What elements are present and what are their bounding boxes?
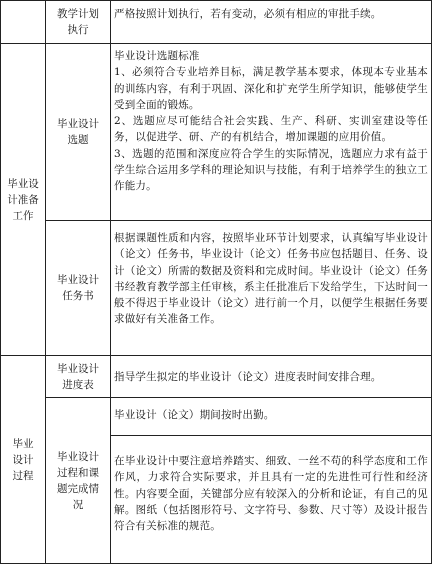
sub-label-text: 毕业设计 进度表 bbox=[57, 362, 99, 391]
content-attendance bbox=[114, 407, 428, 423]
column-divider-sub bbox=[110, 0, 111, 564]
paragraph: 严格按照计划执行，若有变动，必须有相应的审批手续。 bbox=[114, 8, 382, 20]
paragraph: 指导学生拟定的毕业设计（论文）进度表时间安排合理。 bbox=[114, 371, 382, 383]
section-label-preparation bbox=[1, 44, 45, 355]
content-topic-selection bbox=[114, 48, 428, 195]
paragraph: 毕业设计（论文）期间按时出勤。 bbox=[114, 409, 275, 421]
sub-label-text: 毕业设计 过程和课 题完成情 况 bbox=[57, 450, 99, 511]
sub-label-text: 教学计划 执行 bbox=[57, 8, 99, 36]
sub-label-plan-execution bbox=[46, 1, 110, 43]
content-process-requirements bbox=[114, 453, 428, 534]
paragraph: 在毕业设计中要注意培养踏实、细致、一丝不苟的科学态度和工作作风，力求符合实际要求，并且具有一定的先进性可行性和经济性。内容要全面，关键部分应有较深入的分析和论证，有自己的见解。图纸（包括图形符号、文字符号、参数、尺寸等）及设计报告符合有关标准的规范。 bbox=[114, 455, 428, 533]
section-label-text: 毕业 设计 过程 bbox=[12, 437, 34, 482]
section-label-process bbox=[1, 356, 45, 563]
paragraph-heading: 毕业设计选题标准 bbox=[114, 50, 200, 62]
content-schedule bbox=[114, 369, 428, 385]
content-plan-execution bbox=[114, 6, 428, 22]
sub-label-schedule bbox=[46, 356, 110, 397]
sub-label-text: 毕业设计 选题 bbox=[57, 118, 99, 146]
section-label-text: 毕业设 计准备 工作 bbox=[7, 177, 39, 222]
sub-label-process-completion bbox=[46, 398, 110, 563]
paragraph: 1、必须符合专业培养目标，满足教学基本要求，体现本专业基本的训练内容，有利于巩固、深化和扩充学生所学知识，能够使学生受到全面的锻炼。 bbox=[114, 66, 428, 111]
paragraph: 3、选题的范围和深度应符合学生的实际情况，选题应力求有益于学生综合运用多学科的理论知识与技能，有利于培养学生的独立工作能力。 bbox=[114, 147, 428, 193]
content-task-book bbox=[114, 230, 428, 328]
paragraph: 2、选题应尽可能结合社会实践、生产、科研、实训室建设等任务，以促进学、研、产的有机结合，增加课题的应用价值。 bbox=[114, 115, 428, 144]
sub-label-task-book bbox=[46, 221, 110, 355]
sub-label-topic-selection bbox=[46, 44, 110, 220]
sub-label-text: 毕业设计 任务书 bbox=[57, 274, 99, 302]
row-divider-partial bbox=[110, 435, 432, 436]
paragraph: 根据课题性质和内容，按照毕业环节计划要求，认真编写毕业设计（论文）任务书，毕业设计（论文）任务书应包括题目、任务、设计（论文）所需的数据及资料和完成时间。毕业设计（论文）任务书经教育教学部主任审核，系主任批准后下发给学生，下达时间一般不得迟于毕业设计（论文）进行前一个月，以便学生根据任务要求做好有关准备工作。 bbox=[114, 232, 428, 326]
table-border-bottom bbox=[0, 563, 432, 564]
